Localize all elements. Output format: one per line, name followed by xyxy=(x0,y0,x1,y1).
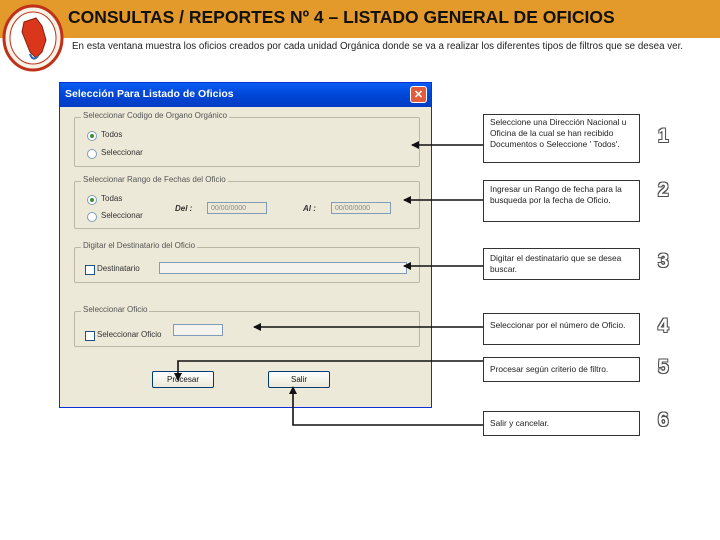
radio-fechas-todas-label: Todas xyxy=(101,194,123,203)
destinatario-checkbox-label: Destinatario xyxy=(97,264,140,273)
arrow-6 xyxy=(293,387,483,425)
date-to-field[interactable]: 00/00/0000 xyxy=(331,202,391,214)
radio-organo-todos-label: Todos xyxy=(101,130,123,139)
page-title: CONSULTAS / REPORTES Nº 4 – LISTADO GENERAL DE OFICIOS xyxy=(68,7,615,27)
close-button[interactable]: ✕ xyxy=(410,86,427,103)
radio-organo-seleccionar-label: Seleccionar xyxy=(101,148,143,157)
step-number-6: 6 xyxy=(658,410,669,431)
radio-fechas-seleccionar-label: Seleccionar xyxy=(101,211,143,220)
callout-1: Seleccione una Dirección Nacional u Oficina de la cual se han recibido Documentos o Seleccione ' Todos'. xyxy=(483,114,640,163)
page-subtitle: En esta ventana muestra los oficios creados por cada unidad Orgánica donde se va a realizar los diferentes tipos de filtros que se desea ver. xyxy=(72,41,684,52)
step-number-4: 4 xyxy=(658,316,669,337)
callout-5: Procesar según criterio de filtro. xyxy=(483,357,640,382)
date-from-label: Del : xyxy=(175,204,193,213)
group-fechas-label: Seleccionar Rango de Fechas del Oficio xyxy=(83,175,226,184)
step-number-2: 2 xyxy=(658,180,669,201)
oficio-checkbox-label: Seleccionar Oficio xyxy=(97,330,162,339)
date-from-field[interactable]: 00/00/0000 xyxy=(207,202,267,214)
exit-button[interactable]: Salir xyxy=(268,371,330,388)
callout-2: Ingresar un Rango de fecha para la busqueda por la fecha de Oficio. xyxy=(483,180,640,222)
process-button[interactable]: Procesar xyxy=(152,371,214,388)
dialog-title: Selección Para Listado de Oficios xyxy=(65,88,234,100)
date-to-label: Al : xyxy=(303,204,316,213)
group-organo-label: Seleccionar Codigo de Organo Orgánico xyxy=(83,111,228,120)
arrow-5 xyxy=(178,361,483,380)
step-number-3: 3 xyxy=(658,251,669,272)
callout-3: Digitar el destinatario que se desea buscar. xyxy=(483,248,640,280)
callout-6: Salir y cancelar. xyxy=(483,411,640,436)
step-number-5: 5 xyxy=(658,357,669,378)
callout-4: Seleccionar por el número de Oficio. xyxy=(483,313,640,345)
group-oficio-label: Seleccionar Oficio xyxy=(83,305,148,314)
group-destinatario-label: Digitar el Destinatario del Oficio xyxy=(83,241,196,250)
step-number-1: 1 xyxy=(658,126,669,147)
